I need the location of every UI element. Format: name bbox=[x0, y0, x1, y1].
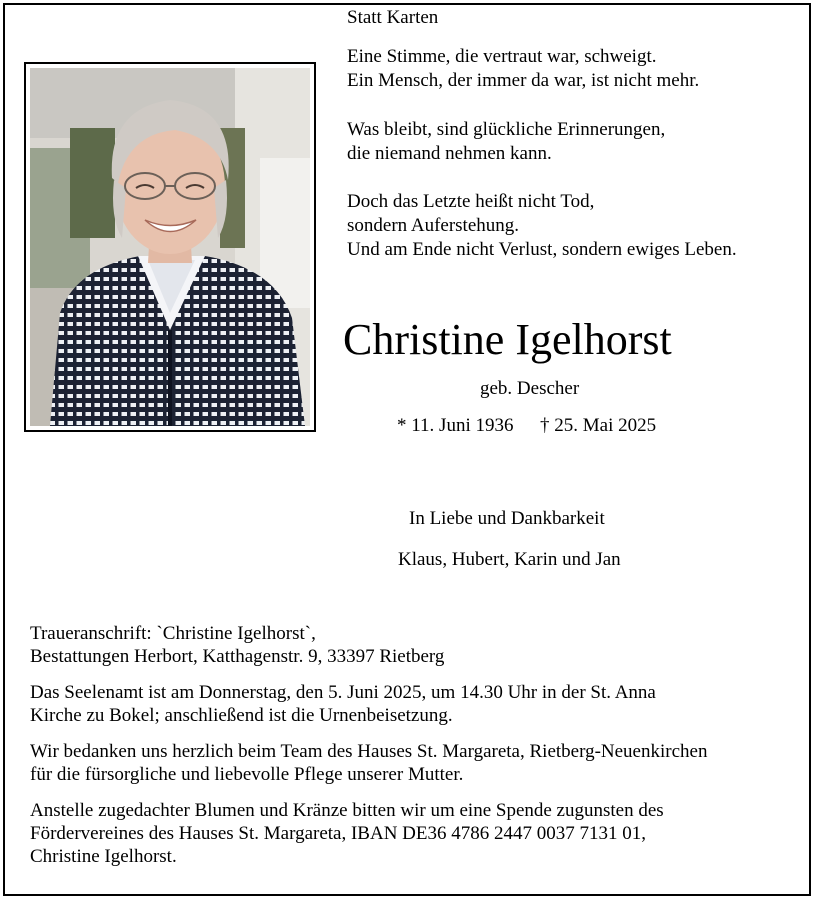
poem-line: die niemand nehmen kann. bbox=[347, 143, 552, 164]
thanks-line: Wir bedanken uns herzlich beim Team des Hauses St. Margareta, Rietberg-Neuenkirchen bbox=[30, 741, 708, 762]
poem-line: Ein Mensch, der immer da war, ist nicht mehr. bbox=[347, 70, 700, 91]
birth-date: * 11. Juni 1936 bbox=[397, 415, 514, 436]
donation-line: Christine Igelhorst. bbox=[30, 846, 177, 867]
poem-line: Was bleibt, sind glückliche Erinnerungen, bbox=[347, 119, 666, 140]
service-line: Kirche zu Bokel; anschließend ist die Urnenbeisetzung. bbox=[30, 705, 453, 726]
mourners-names: Klaus, Hubert, Karin und Jan bbox=[398, 549, 621, 570]
thanks-line: für die fürsorgliche und liebevolle Pflege unserer Mutter. bbox=[30, 764, 464, 785]
mourners-intro: In Liebe und Dankbarkeit bbox=[409, 508, 605, 529]
poem-line: Doch das Letzte heißt nicht Tod, bbox=[347, 191, 595, 212]
service-line: Das Seelenamt ist am Donnerstag, den 5. Juni 2025, um 14.30 Uhr in der St. Anna bbox=[30, 682, 656, 703]
address-line: Bestattungen Herbort, Katthagenstr. 9, 33397 Rietberg bbox=[30, 646, 445, 667]
donation-line: Fördervereines des Hauses St. Margareta, IBAN DE36 4786 2447 0037 7131 01, bbox=[30, 823, 646, 844]
statt-karten-heading: Statt Karten bbox=[347, 7, 439, 28]
maiden-name: geb. Descher bbox=[480, 378, 580, 399]
poem-line: Und am Ende nicht Verlust, sondern ewiges Leben. bbox=[347, 239, 737, 260]
poem-line: sondern Auferstehung. bbox=[347, 215, 520, 236]
portrait-photo bbox=[30, 68, 310, 426]
poem-line: Eine Stimme, die vertraut war, schweigt. bbox=[347, 46, 657, 67]
donation-line: Anstelle zugedachter Blumen und Kränze bitten wir um eine Spende zugunsten des bbox=[30, 800, 664, 821]
death-date: † 25. Mai 2025 bbox=[540, 415, 657, 436]
portrait-frame bbox=[24, 62, 316, 432]
address-line: Traueranschrift: `Christine Igelhorst`, bbox=[30, 623, 316, 644]
deceased-name: Christine Igelhorst bbox=[343, 315, 672, 364]
